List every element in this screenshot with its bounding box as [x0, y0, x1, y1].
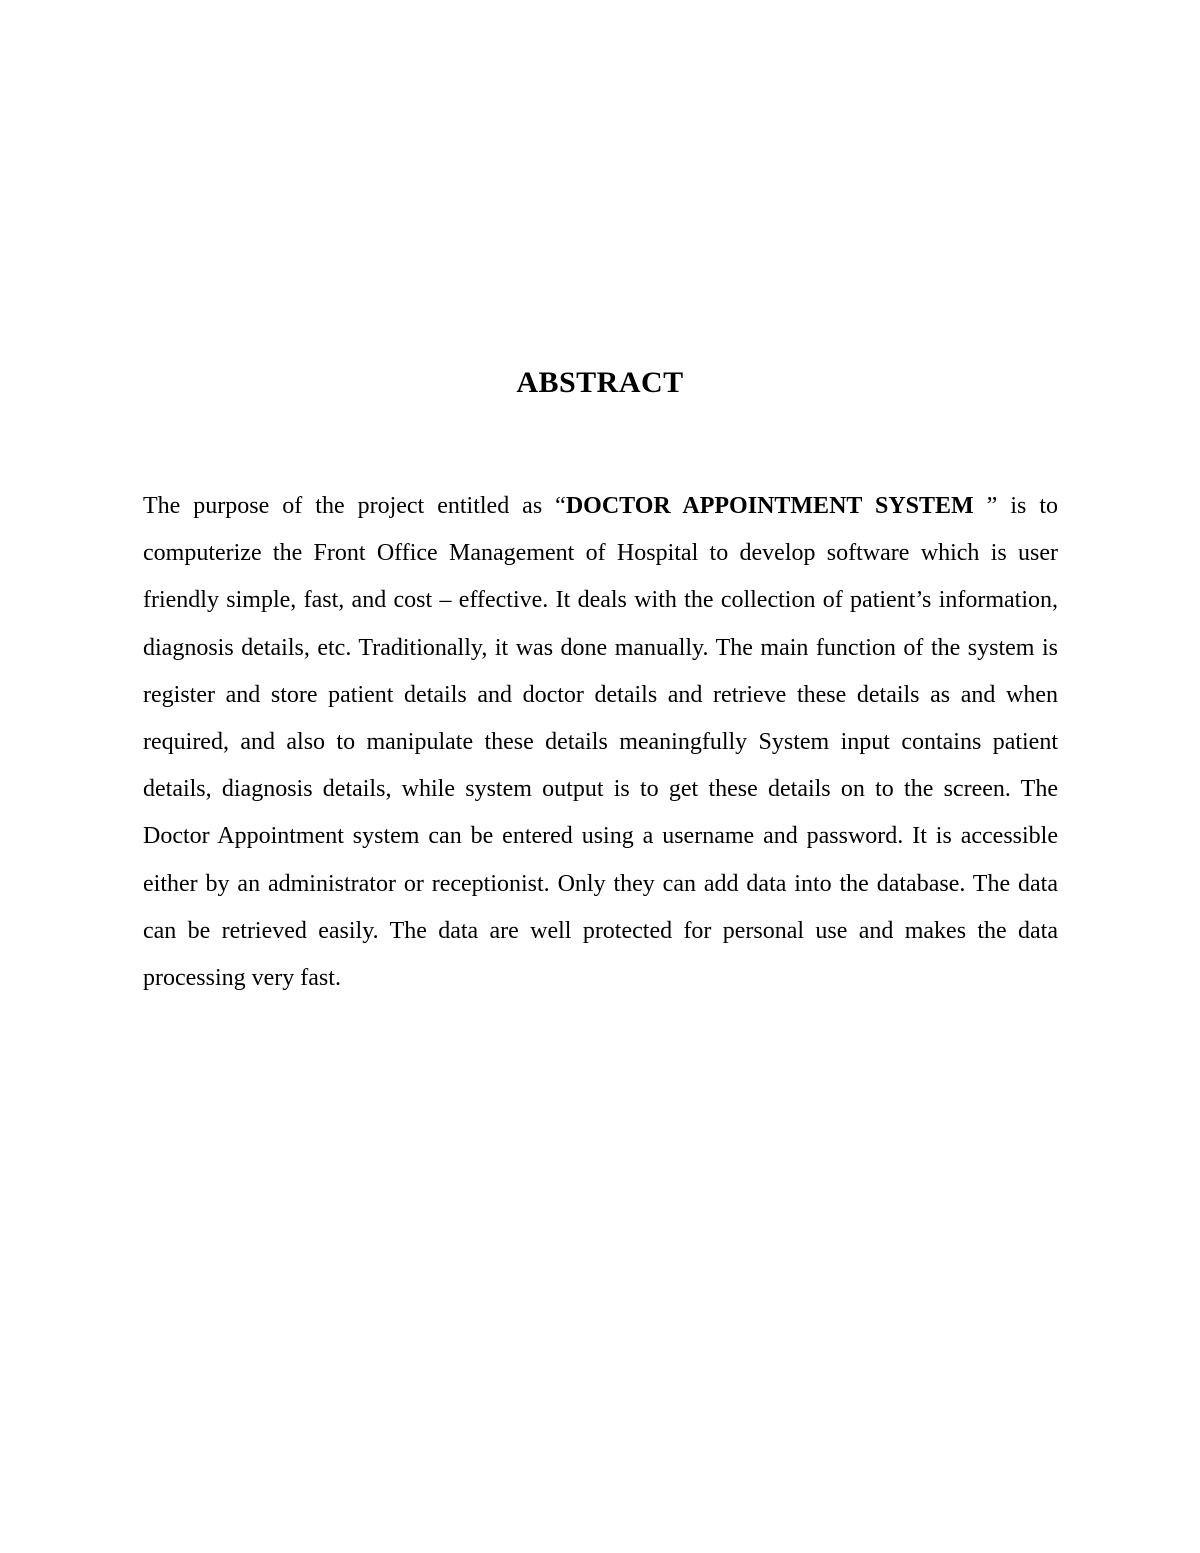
abstract-paragraph [143, 483, 1058, 1002]
intro-text: The purpose of the project entitled as “ [143, 493, 566, 519]
project-title: DOCTOR APPOINTMENT SYSTEM [565, 493, 974, 519]
title-close-quote: ” [973, 493, 998, 519]
body-text: is to computerize the Front Office Management of Hospital to develop software which is user friendly simple, fast, and cost – effective. It deals with the collection of patient’s information, diagnosis details, etc. Traditionally, it was done manually. The main function of the system is register and store patient details and doctor details and retrieve these details as and when required, and also to manipulate these details meaningfully System input contains patient details, diagnosis details, while system output is to get these details on to the screen. The Doctor Appointment system can be entered using a username and password. It is accessible either by an administrator or receptionist. Only they can add data into the database. The data can be retrieved easily. The data are well protected for personal use and makes the data processing very fast. [143, 493, 1058, 992]
abstract-heading: ABSTRACT [516, 366, 684, 399]
